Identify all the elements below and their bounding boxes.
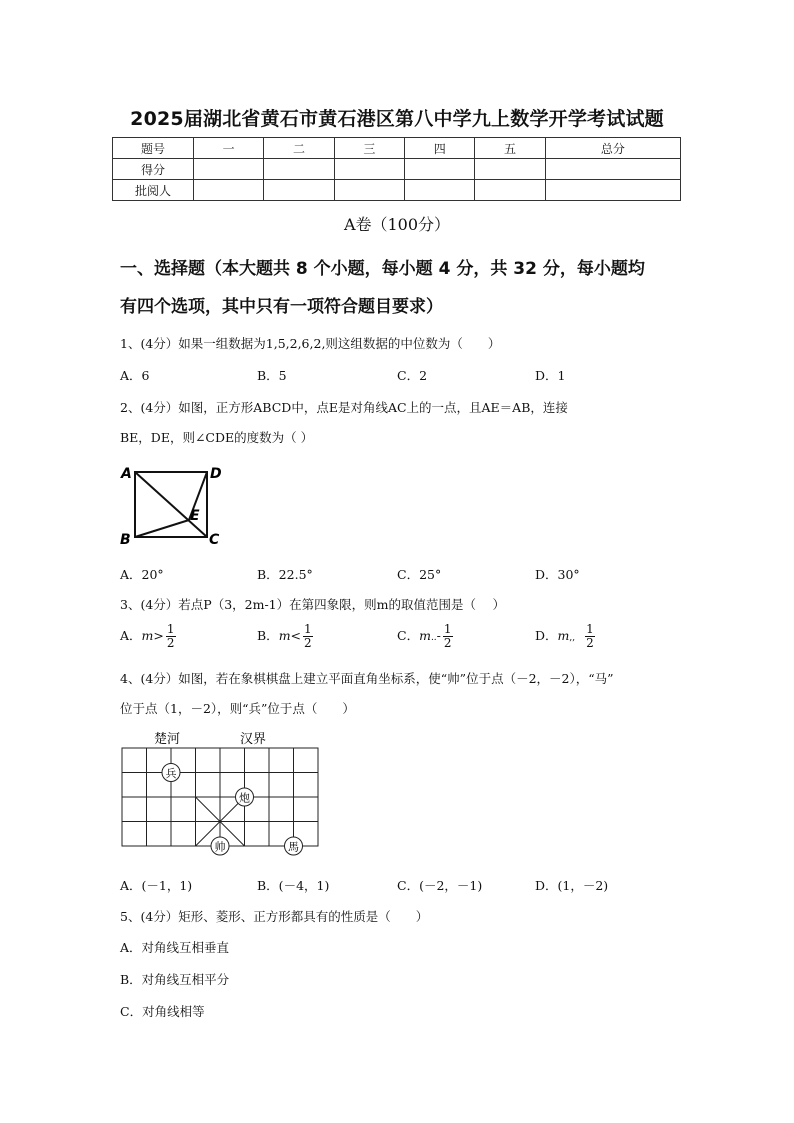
q5-option-a: A．对角线互相垂直 <box>120 940 230 955</box>
board-label-chuhe: 楚河 <box>154 732 181 747</box>
q5-option-c: C．对角线相等 <box>120 1004 205 1019</box>
piece-pao <box>236 788 254 806</box>
q1-option-c: C．2 <box>397 368 428 383</box>
q2-option-b: B．22.5° <box>257 567 313 582</box>
question-4-line1: 4、(4分）如图，若在象棋棋盘上建立平面直角坐标系，使“帅”位于点（－2，－2），“马” <box>120 671 614 686</box>
q3-option-b: B．m< $\frac{1}{2}$ <box>257 622 312 650</box>
fraction: $\frac{1}{2}$ <box>443 622 452 650</box>
table-cell: 一 <box>194 138 264 159</box>
table-cell: 四 <box>405 138 475 159</box>
table-cell: 批阅人 <box>113 180 194 201</box>
fraction: $\frac{1}{2}$ <box>166 622 175 650</box>
question-1: 1、(4分）如果一组数据为1,5,2,6,2,则这组数据的中位数为（ ） <box>120 336 501 351</box>
label-a: A <box>121 466 132 482</box>
piece-ma <box>285 837 303 855</box>
q4-option-b: B．(－4，1) <box>257 878 330 893</box>
svg-text:兵: 兵 <box>165 767 177 780</box>
page-title: 2025届湖北省黄石市黄石港区第八中学九上数学开学考试试题 <box>130 108 664 130</box>
q5-option-b: B．对角线互相平分 <box>120 972 230 987</box>
svg-text:炮: 炮 <box>239 791 250 805</box>
svg-text:馬: 馬 <box>288 840 299 854</box>
q4-option-d: D．(1，－2) <box>535 878 609 893</box>
section-a-heading: A卷（100分） <box>343 215 451 234</box>
label-d: D <box>210 466 222 482</box>
piece-bing <box>162 764 180 782</box>
section-heading-line1: 一、选择题（本大题共 8 个小题，每小题 4 分，共 32 分，每小题均 <box>120 259 645 279</box>
section-heading-line2: 有四个选项，其中只有一项符合题目要求） <box>120 297 443 317</box>
q1-option-a: A．6 <box>120 368 150 383</box>
piece-shuai <box>211 837 229 855</box>
q2-option-a: A．20° <box>120 567 164 582</box>
table-row <box>113 180 681 201</box>
question-3: 3、(4分）若点P（3，2m-1）在第四象限，则m的取值范围是（ ） <box>120 597 505 612</box>
square-figure <box>116 462 226 550</box>
fraction: $\frac{1}{2}$ <box>586 622 594 650</box>
label-c: C <box>209 532 220 548</box>
fraction: $\frac{1}{2}$ <box>304 622 312 650</box>
question-4-line2: 位于点（1，－2），则“兵”位于点（ ） <box>120 701 355 716</box>
table-row <box>113 159 681 180</box>
q3-option-d: D．m,, $\frac{1}{2}$ <box>535 622 594 650</box>
label-b: B <box>120 532 131 548</box>
table-row <box>113 138 681 159</box>
q4-option-a: A．(－1，1) <box>120 878 193 893</box>
q3-option-c: C．m..- $\frac{1}{2}$ <box>397 622 452 650</box>
chess-board-figure <box>112 726 327 858</box>
q1-option-b: B．5 <box>257 368 287 383</box>
q4-option-c: C．(－2，－1) <box>397 878 483 893</box>
q3-option-a: A．m> $\frac{1}{2}$ <box>120 622 175 650</box>
score-table <box>112 137 681 201</box>
q2-option-c: C．25° <box>397 567 442 582</box>
table-cell: 五 <box>475 138 545 159</box>
question-2-line2: BE，DE，则∠CDE的度数为（ ） <box>120 430 314 445</box>
svg-text:帅: 帅 <box>214 840 226 854</box>
q2-option-d: D．30° <box>535 567 580 582</box>
question-5: 5、(4分）矩形、菱形、正方形都具有的性质是（ ） <box>120 909 429 924</box>
board-label-hanjie: 汉界 <box>240 732 267 747</box>
q1-option-d: D．1 <box>535 368 566 383</box>
table-cell: 二 <box>264 138 334 159</box>
table-cell: 题号 <box>113 138 194 159</box>
table-cell: 总分 <box>545 138 680 159</box>
label-e: E <box>190 508 200 524</box>
table-cell: 三 <box>334 138 404 159</box>
table-cell: 得分 <box>113 159 194 180</box>
question-2-line1: 2、(4分）如图，正方形ABCD中，点E是对角线AC上的一点，且AE＝AB，连接 <box>120 400 568 415</box>
